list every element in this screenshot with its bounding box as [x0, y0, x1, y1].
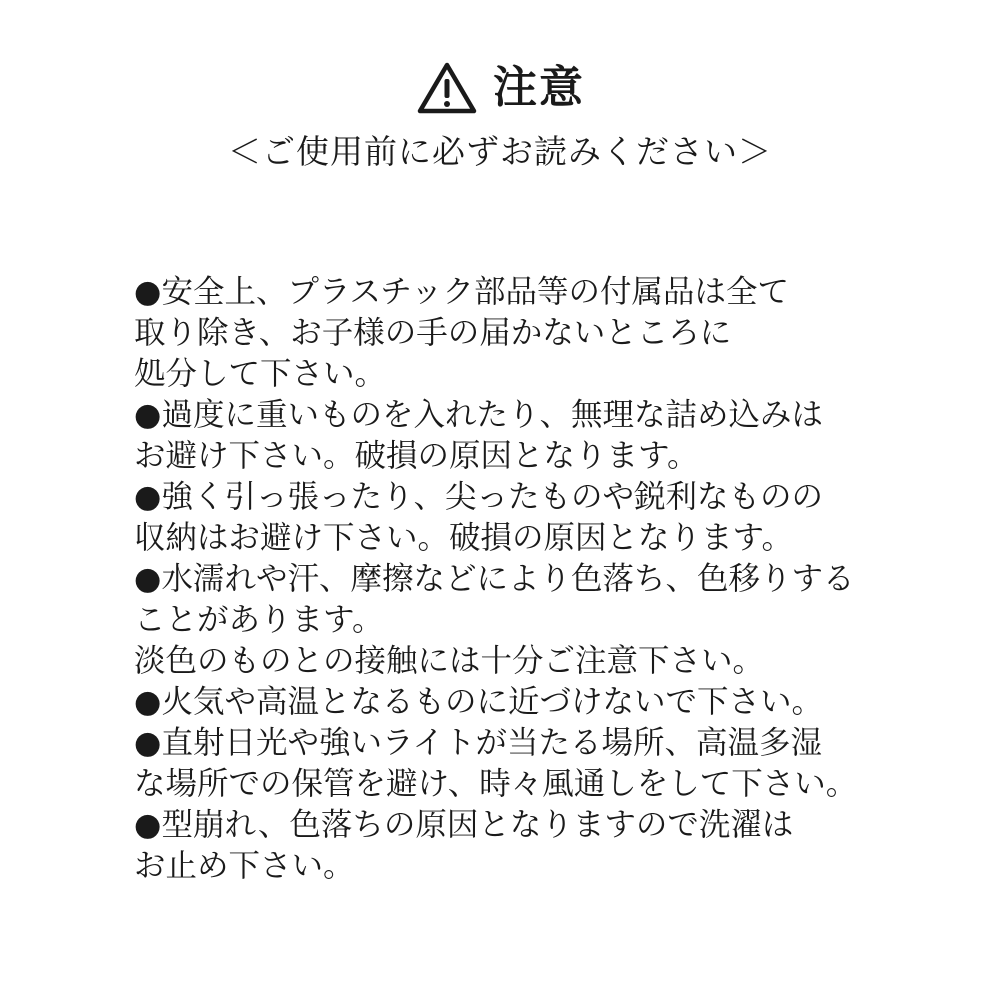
text-line: お止め下さい。	[134, 848, 355, 884]
text-line: 淡色のものとの接触には十分ご注意下さい。	[134, 643, 765, 679]
text-line: 取り除き、お子様の手の届かないところに	[134, 315, 732, 351]
text-line: 収納はお避け下さい。破損の原因となります。	[134, 520, 793, 556]
text-line: ●型崩れ、色落ちの原因となりますので洗濯は	[134, 807, 794, 843]
text-line: ●安全上、プラスチック部品等の付属品は全て	[134, 274, 789, 310]
notice-header	[0, 58, 1000, 174]
text-line: ●火気や高温となるものに近づけないで下さい。	[134, 684, 823, 720]
warning-triangle-icon	[415, 60, 479, 116]
text-line: お避け下さい。破損の原因となります。	[134, 438, 699, 474]
subtitle: ＜ご使用前に必ずお読みください＞	[228, 132, 772, 171]
text-line: ●水濡れや汗、摩擦などにより色落ち、色移りする	[134, 561, 855, 597]
text-line: ●過度に重いものを入れたり、無理な詰め込みは	[134, 397, 823, 433]
caution-text	[134, 272, 984, 887]
text-line: ことがあります。	[134, 602, 384, 638]
text-line: ●直射日光や強いライトが当たる場所、高温多湿	[134, 725, 823, 761]
page-title: 注意	[493, 62, 585, 113]
text-line: な場所での保管を避け、時々風通しをして下さい。	[134, 766, 858, 802]
title-row	[0, 58, 1000, 118]
text-line: 処分して下さい。	[134, 356, 387, 392]
text-line: ●強く引っ張ったり、尖ったものや鋭利なものの	[134, 479, 823, 515]
